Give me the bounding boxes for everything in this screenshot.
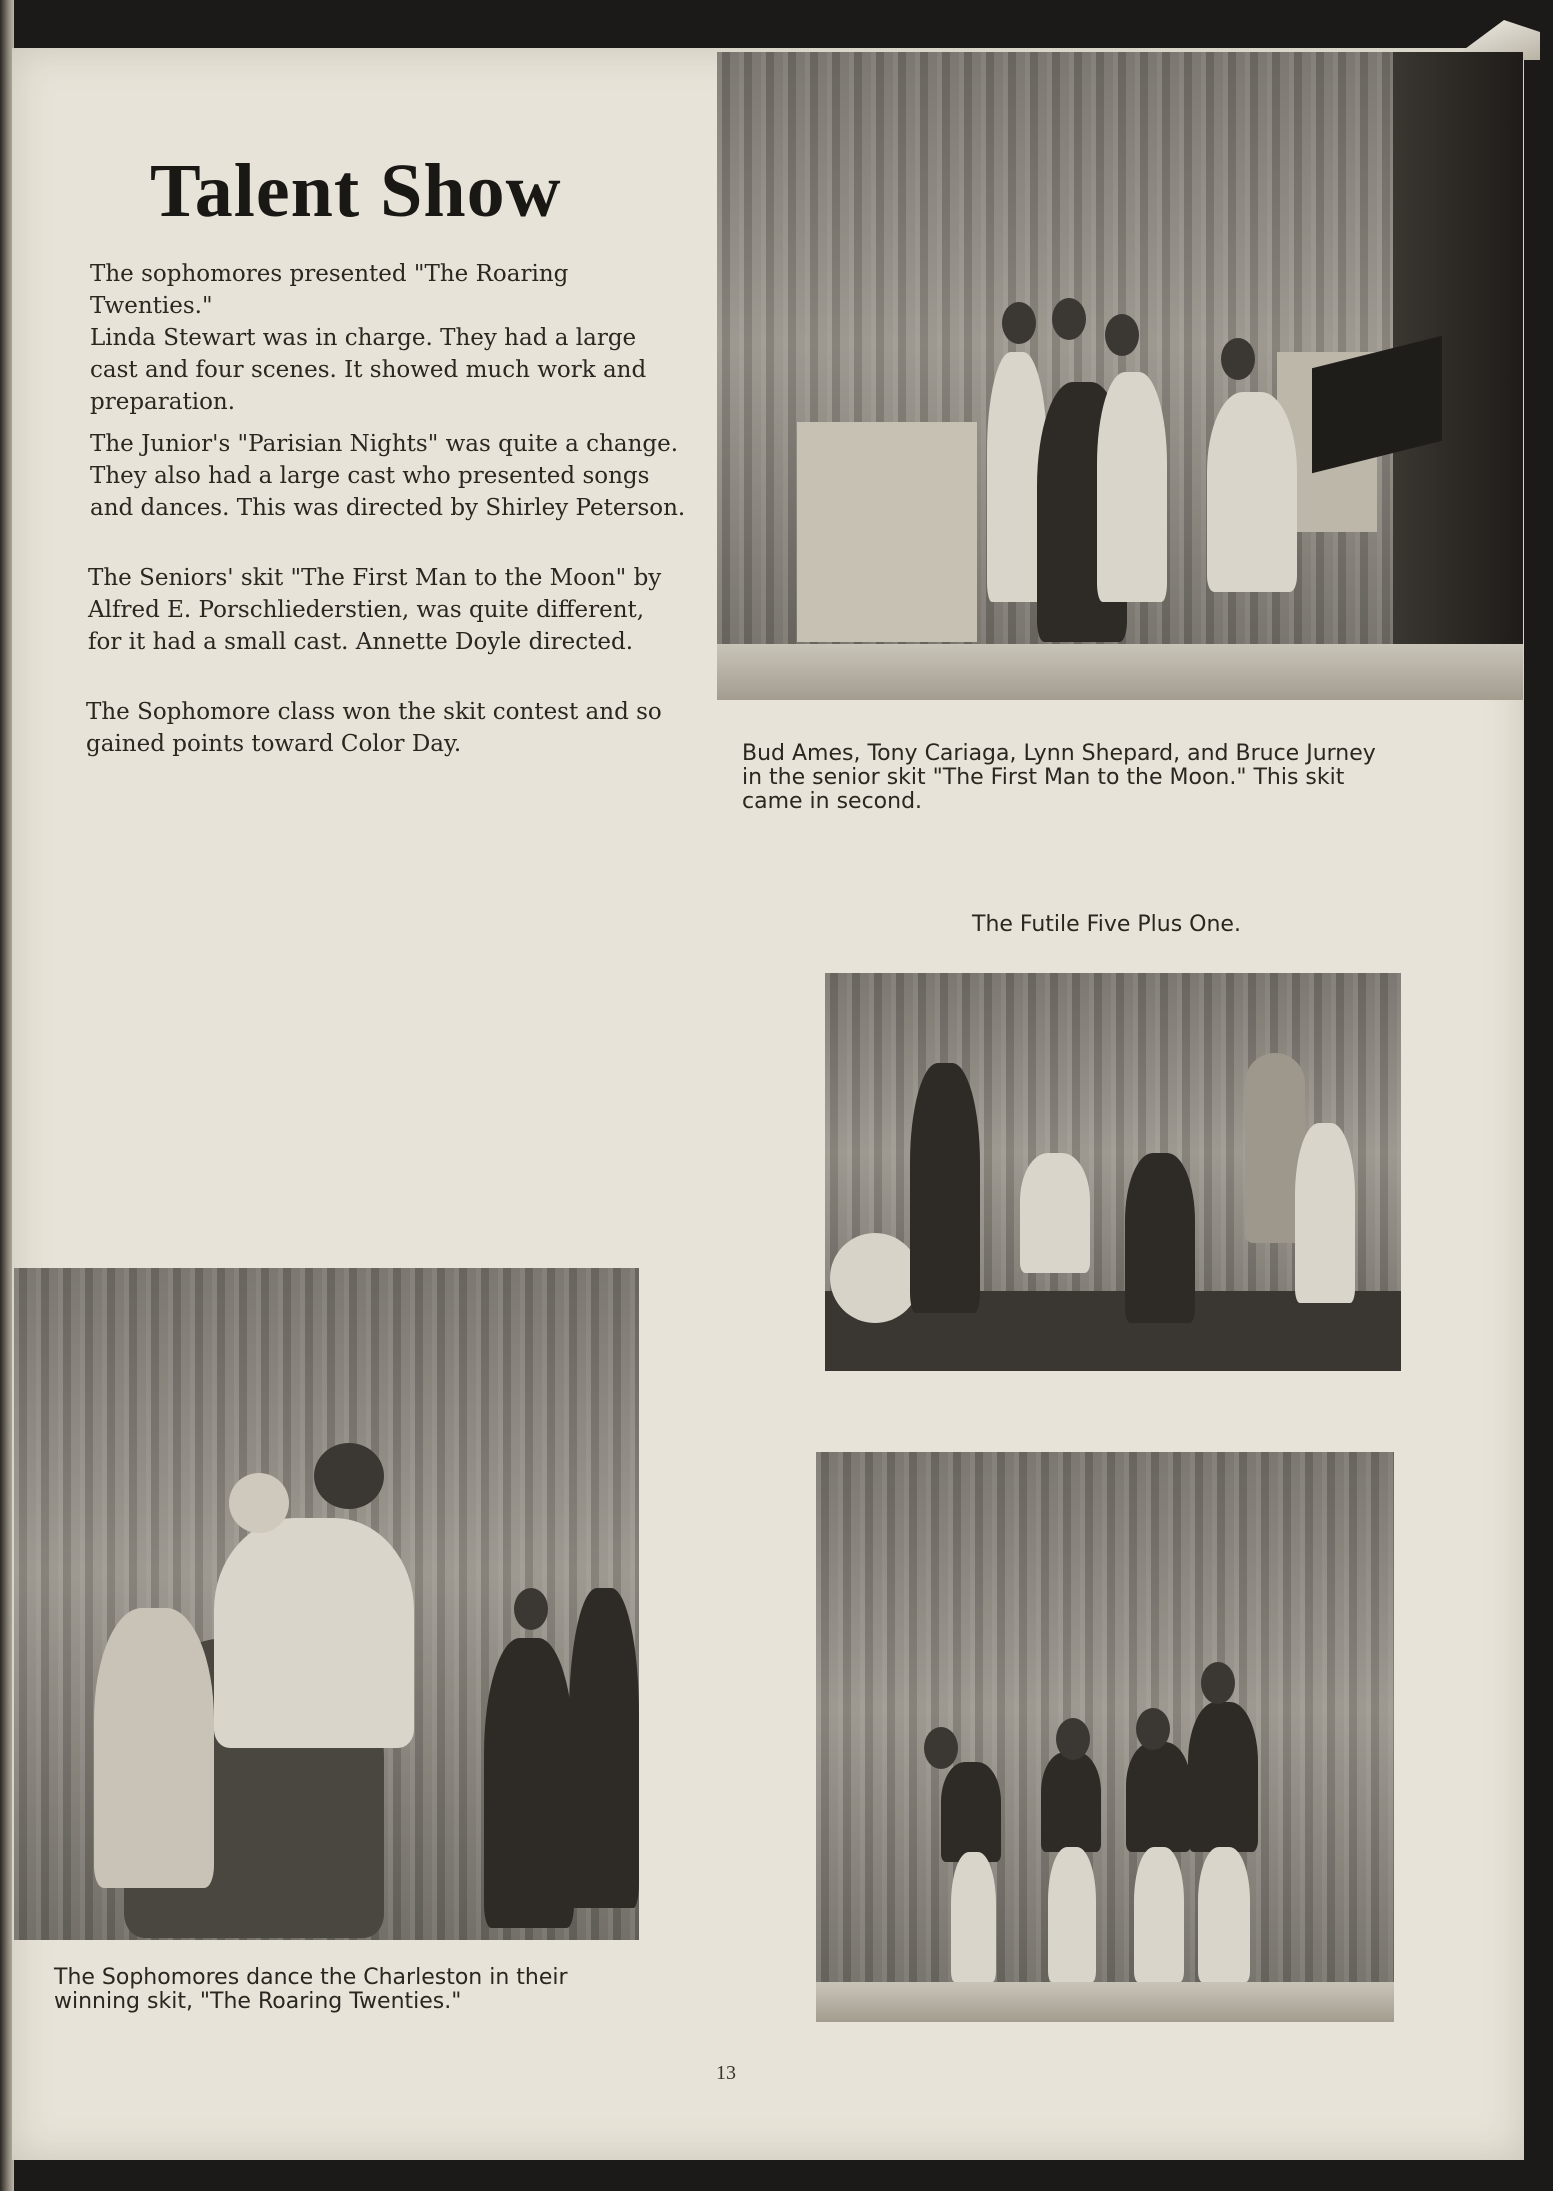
para-line: for it had a small cast. Annette Doyle directed. — [88, 629, 634, 655]
para-line: The sophomores presented "The Roaring Twenties." — [90, 261, 569, 319]
photo-figure — [1097, 372, 1167, 602]
photo-figure — [951, 1852, 996, 1982]
para-line: gained points toward Color Day. — [86, 731, 462, 757]
caption-senior-skit — [742, 742, 1376, 814]
photo-figure — [1125, 1153, 1195, 1323]
photo-figure — [569, 1588, 639, 1908]
photo-head — [1052, 298, 1086, 340]
para-line: The Junior's "Parisian Nights" was quite a change. — [90, 431, 679, 457]
photo-head — [924, 1727, 958, 1769]
photo-head — [1105, 314, 1139, 356]
photo-head — [1201, 1662, 1235, 1704]
photo-stage-floor — [816, 1982, 1394, 2022]
caption-line: The Sophomores dance the Charleston in their — [54, 1965, 568, 1990]
photo-futile-five — [825, 973, 1401, 1371]
para-line: cast and four scenes. It showed much work and — [90, 357, 647, 383]
photo-figure — [1048, 1847, 1096, 1982]
photo-figure — [484, 1638, 574, 1928]
caption-charleston — [54, 1966, 568, 2014]
paragraph-juniors — [90, 428, 690, 524]
photo-head — [514, 1588, 548, 1630]
photo-figure — [1041, 1752, 1101, 1852]
caption-line: came in second. — [742, 789, 923, 814]
para-line: and dances. This was directed by Shirley Peterson. — [90, 495, 686, 521]
photo-head — [1136, 1708, 1170, 1750]
photo-head — [314, 1443, 384, 1509]
paragraph-sophomores — [90, 258, 690, 418]
caption-futile-five: The Futile Five Plus One. — [972, 912, 1241, 937]
para-line: The Sophomore class won the skit contest and so — [86, 699, 662, 725]
photo-figure — [1134, 1847, 1184, 1982]
photo-figure — [1020, 1153, 1090, 1273]
paragraph-contest — [86, 696, 686, 760]
photo-head — [1221, 338, 1255, 380]
photo-charleston — [14, 1268, 639, 1940]
para-line: Linda Stewart was in charge. They had a large — [90, 325, 637, 351]
photo-figure — [910, 1063, 980, 1313]
photo-figure — [941, 1762, 1001, 1862]
photo-drum — [830, 1233, 920, 1323]
photo-figure — [1198, 1847, 1250, 1982]
photo-head — [229, 1473, 289, 1533]
photo-figure — [1188, 1702, 1258, 1852]
photo-head — [1002, 302, 1036, 344]
page-number: 13 — [716, 2062, 736, 2084]
photo-figure — [94, 1608, 214, 1888]
photo-head — [1056, 1718, 1090, 1760]
photo-senior-skit — [717, 52, 1523, 700]
paragraph-seniors — [88, 562, 688, 658]
photo-figure — [1295, 1123, 1355, 1303]
caption-line: in the senior skit "The First Man to the Moon." This skit — [742, 765, 1345, 790]
photo-figure — [1207, 392, 1297, 592]
page-title: Talent Show — [150, 149, 562, 233]
caption-line: winning skit, "The Roaring Twenties." — [54, 1989, 462, 2014]
para-line: Alfred E. Porschliederstien, was quite different, — [88, 597, 645, 623]
para-line: preparation. — [90, 389, 236, 415]
photo-figure — [214, 1518, 414, 1748]
photo-stage-floor — [717, 644, 1523, 700]
para-line: They also had a large cast who presented songs — [90, 463, 650, 489]
photo-control-panel — [797, 422, 977, 642]
photo-figure — [1126, 1742, 1191, 1852]
para-line: The Seniors' skit "The First Man to the Moon" by — [88, 565, 662, 591]
photo-singers — [816, 1452, 1394, 2022]
caption-line: Bud Ames, Tony Cariaga, Lynn Shepard, and Bruce Jurney — [742, 741, 1376, 766]
